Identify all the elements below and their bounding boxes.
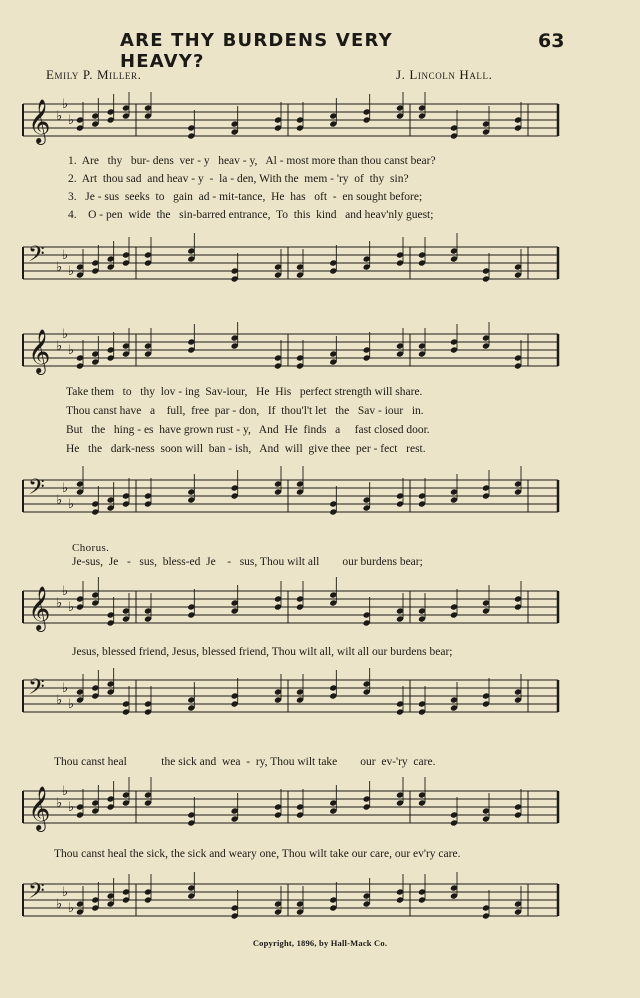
- chorus-lyric-1-treble: Je-sus, Je - sus, bless-ed Je - sus, Thou wilt all our burdens bear;: [72, 556, 423, 568]
- treble-clef-icon: 𝄞: [28, 329, 51, 373]
- flat-icon: ♭: [62, 681, 69, 696]
- flat-icon: ♭: [62, 784, 69, 799]
- chorus-lyric-2-bass: Thou canst heal the sick, the sick and weary one, Thou wilt take our care, our ev'ry care.: [54, 848, 461, 860]
- flat-icon: ♭: [62, 885, 69, 900]
- staff-lines: [23, 233, 558, 283]
- staff-lines: [23, 777, 558, 832]
- verse-3-line-2: But the hing - es have grown rust - y, And He finds a fast closed door.: [66, 424, 430, 436]
- treble-staff-system-4: [18, 772, 563, 842]
- verse-3-line-1: 3. Je - sus seeks to gain ad - mit-tance, He has oft - en sought before;: [68, 191, 423, 203]
- hymn-title: ARE THY BURDENS VERY HEAVY?: [120, 30, 393, 72]
- flat-icon: ♭: [56, 260, 63, 275]
- flat-icon: ♭: [62, 584, 69, 599]
- flat-icon: ♭: [68, 600, 75, 615]
- bass-staff-system-4: [18, 872, 563, 928]
- flat-icon: ♭: [68, 113, 75, 128]
- verse-4-line-2: He the dark-ness soon will ban - ish, And will give thee per - fect rest.: [66, 443, 426, 455]
- flat-icon: ♭: [68, 264, 75, 279]
- verse-1-line-1: 1. Are thy bur- dens ver - y heav - y, Al - most more than thou canst bear?: [68, 155, 436, 167]
- flat-icon: ♭: [56, 897, 63, 912]
- flat-icon: ♭: [68, 901, 75, 916]
- bass-clef-icon: 𝄢: [28, 879, 45, 909]
- bass-staff-system-3: [18, 668, 563, 724]
- staff-lines: [23, 668, 558, 716]
- page-number: 63: [538, 30, 565, 52]
- staff-lines: [23, 466, 558, 516]
- staff-lines: [23, 322, 558, 375]
- lyricist-credit: Emily P. Miller.: [46, 67, 142, 82]
- treble-clef-icon: 𝄞: [28, 586, 51, 630]
- chorus-label: Chorus.: [72, 542, 110, 554]
- flat-icon: ♭: [56, 109, 63, 124]
- flat-icon: ♭: [56, 339, 63, 354]
- treble-clef-icon: 𝄞: [28, 786, 51, 830]
- flat-icon: ♭: [68, 497, 75, 512]
- flat-icon: ♭: [62, 97, 69, 112]
- staff-lines: [23, 872, 558, 920]
- bass-clef-icon: 𝄢: [28, 675, 45, 705]
- flat-icon: ♭: [56, 493, 63, 508]
- flat-icon: ♭: [56, 693, 63, 708]
- flat-icon: ♭: [56, 796, 63, 811]
- flat-icon: ♭: [68, 697, 75, 712]
- verse-2-line-2: Thou canst have a full, free par - don, If thou'l't let the Sav - iour in.: [66, 405, 424, 417]
- treble-staff-system-2: [18, 322, 563, 378]
- composer-credit: J. Lincoln Hall.: [396, 67, 493, 82]
- flat-icon: ♭: [62, 248, 69, 263]
- flat-icon: ♭: [68, 343, 75, 358]
- bass-clef-icon: 𝄢: [28, 242, 45, 272]
- treble-clef-icon: 𝄞: [28, 99, 51, 143]
- copyright-notice: Copyright, 1896, by Hall-Mack Co.: [252, 938, 388, 948]
- verse-4-line-1: 4. O - pen wide the sin-barred entrance, To this kind and heav'nly guest;: [68, 209, 434, 221]
- staff-lines: [23, 577, 558, 632]
- chorus-lyric-1-bass: Jesus, blessed friend, Jesus, blessed friend, Thou wilt all, wilt all our burdens bear;: [72, 646, 453, 658]
- flat-icon: ♭: [56, 596, 63, 611]
- treble-staff-system-1: [18, 92, 563, 148]
- verse-1-line-2: Take them to thy lov - ing Sav-iour, He His perfect strength will share.: [66, 386, 423, 398]
- bass-staff-system-2: [18, 465, 563, 527]
- bass-clef-icon: 𝄢: [28, 475, 45, 505]
- bass-staff-system-1: [18, 232, 563, 294]
- flat-icon: ♭: [68, 800, 75, 815]
- chorus-lyric-2-treble: Thou canst heal the sick and wea - ry, Thou wilt take our ev-'ry care.: [54, 756, 436, 768]
- flat-icon: ♭: [62, 327, 69, 342]
- flat-icon: ♭: [62, 481, 69, 496]
- verse-2-line-1: 2. Art thou sad and heav - y - la - den, With the mem - 'ry of thy sin?: [68, 173, 409, 185]
- staff-lines: [23, 92, 558, 145]
- treble-staff-system-3: [18, 572, 563, 642]
